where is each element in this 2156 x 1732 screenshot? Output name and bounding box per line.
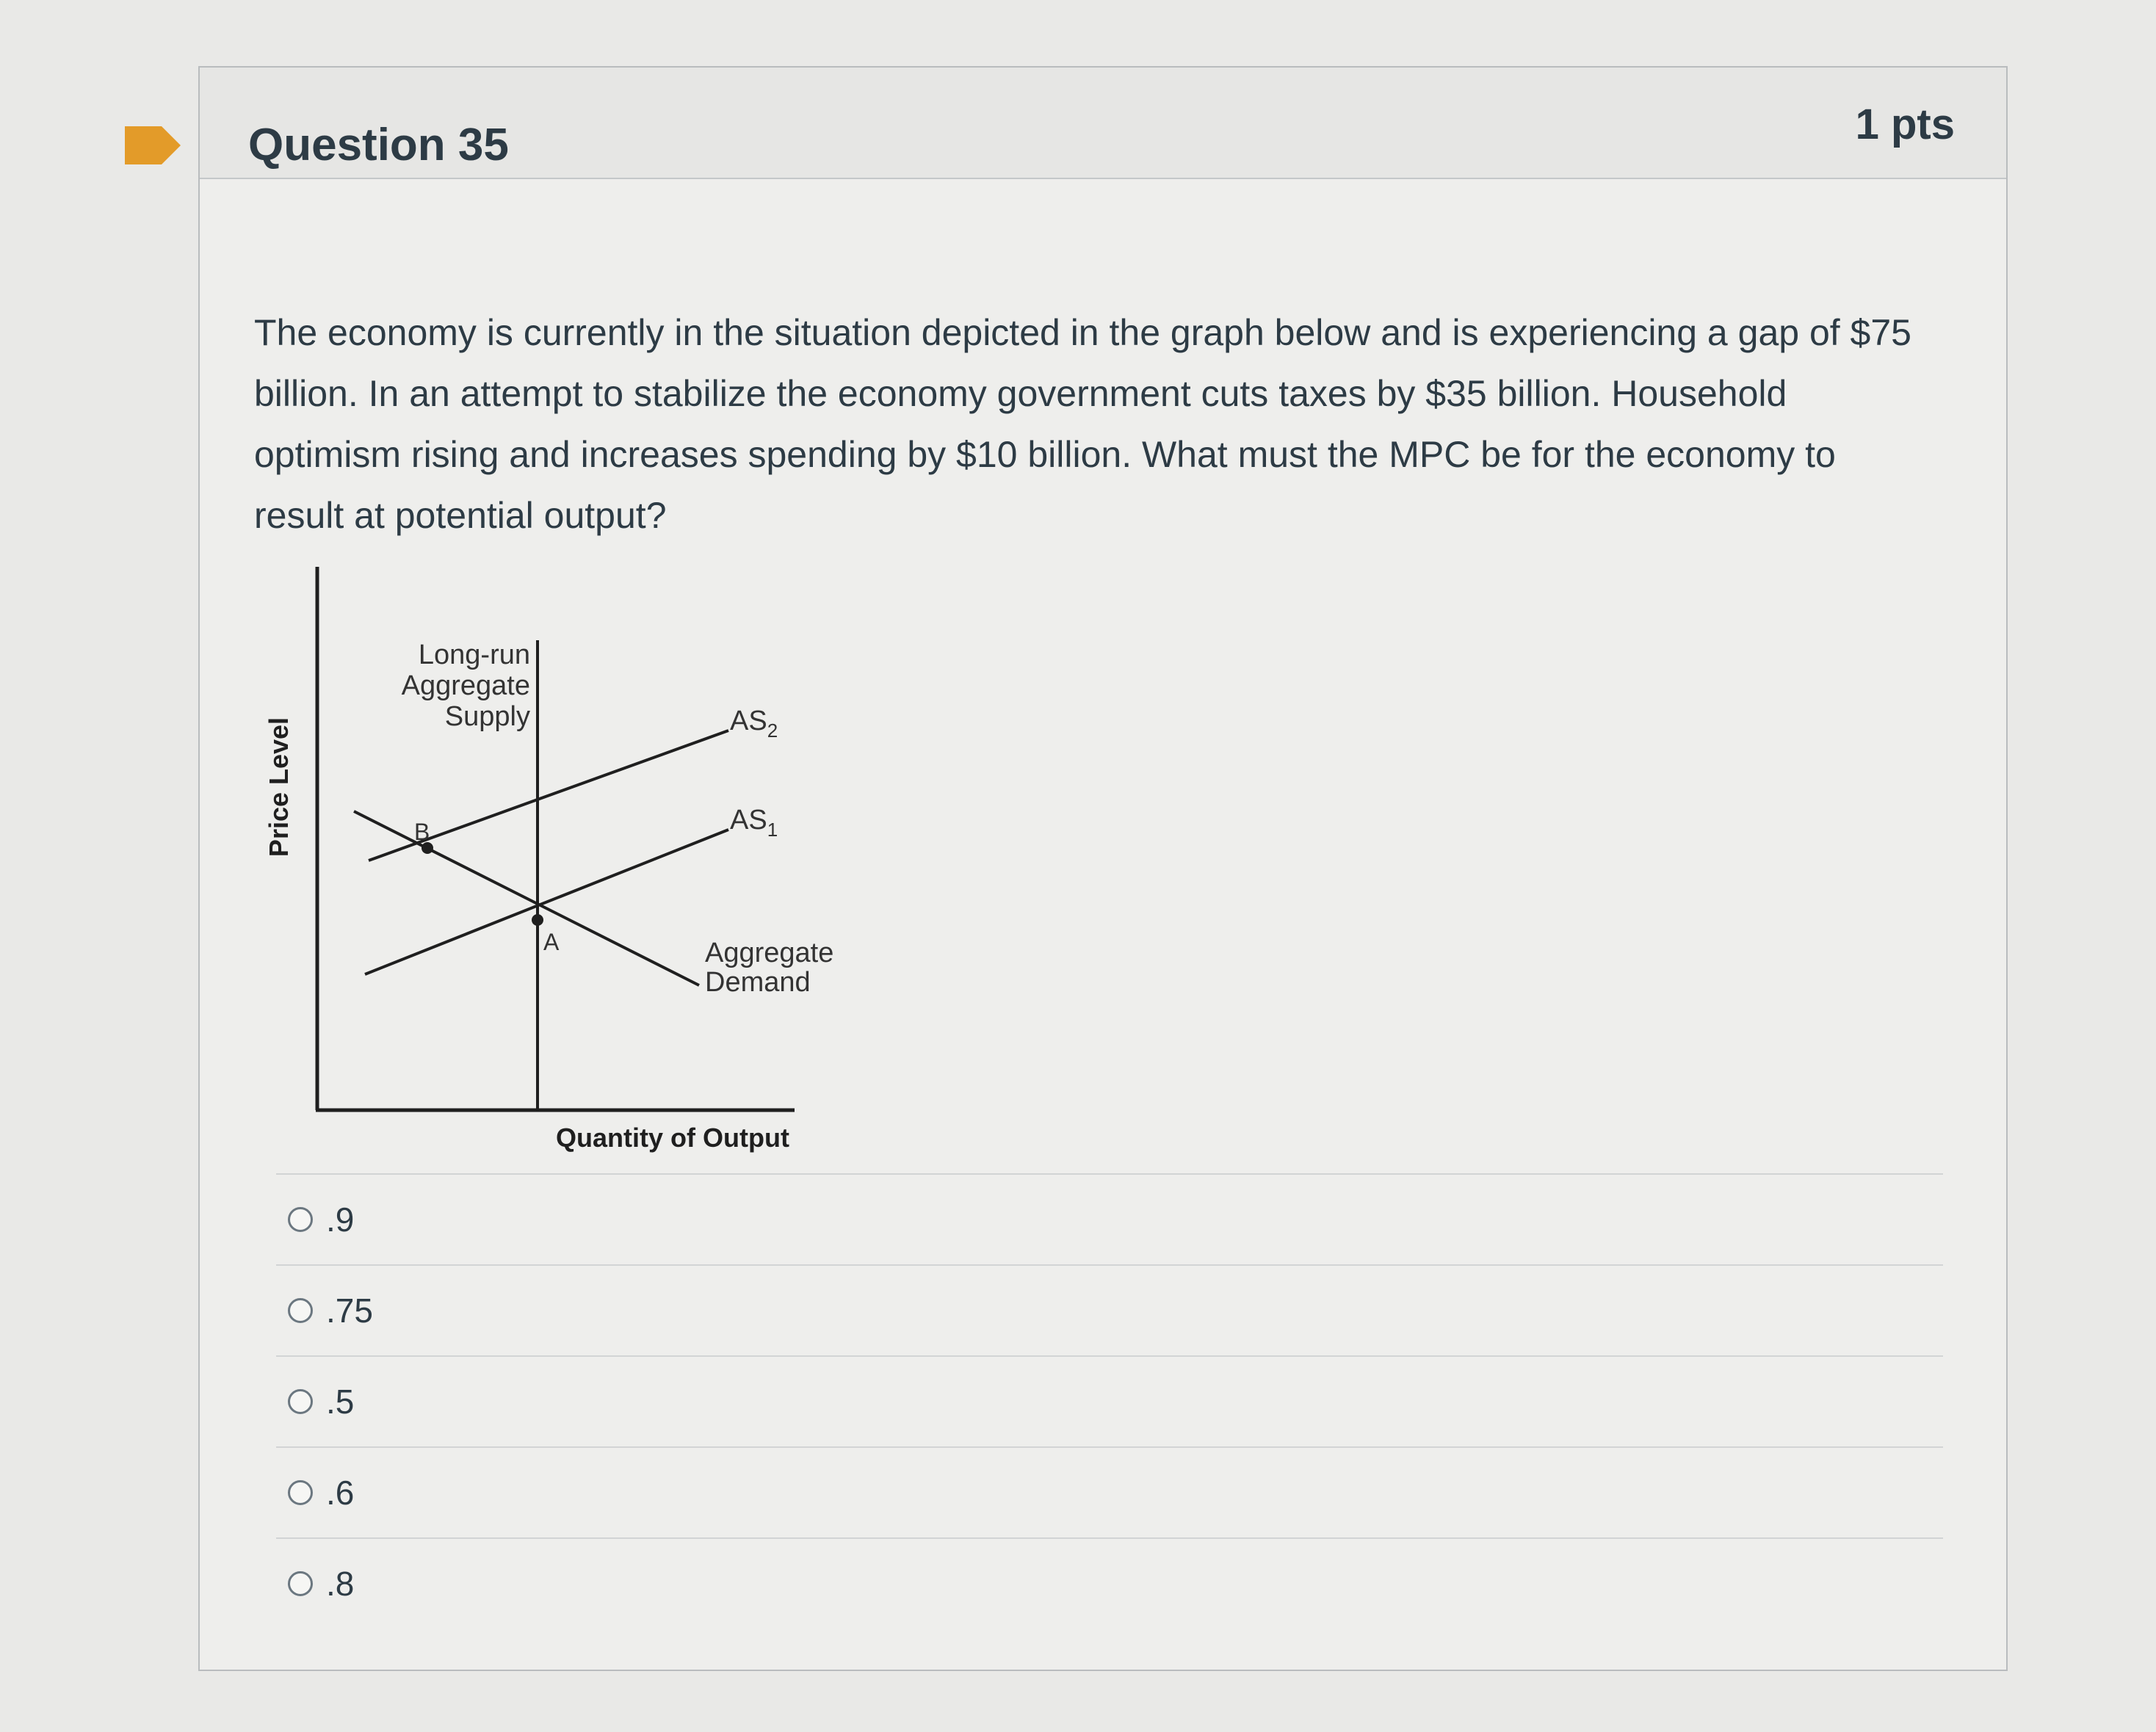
radio-button-icon[interactable] [288, 1571, 313, 1596]
y-axis-label: Price Level [264, 717, 294, 858]
radio-button-icon[interactable] [288, 1207, 313, 1232]
point-a-label: A [543, 929, 560, 955]
answer-label: .75 [326, 1291, 373, 1330]
lras-label-line1: Long-run [418, 639, 530, 670]
ad-as-graph [258, 567, 1066, 1173]
question-header [200, 68, 2006, 179]
radio-button-icon[interactable] [288, 1480, 313, 1505]
question-text: The economy is currently in the situation depicted in the graph below and is experiencing a gap of $75 billion. In an attempt to stabilize the economy government cuts taxes by $35 billion. Household optimism rising and increases spending by $10 billion. What must the MPC be for the economy to result at potential output? [254, 312, 1911, 536]
point-a-marker [532, 914, 543, 926]
ad-label-line1: Aggregate [705, 938, 834, 968]
answer-option[interactable] [276, 1173, 1943, 1264]
point-b-label: B [414, 819, 430, 845]
question-points: 1 pts [1855, 101, 1955, 148]
ad-label-line2: Demand [705, 967, 811, 998]
as2-label: $AS_2$ [730, 706, 778, 742]
answer-option[interactable] [276, 1355, 1943, 1446]
radio-button-icon[interactable] [288, 1298, 313, 1323]
question-card [198, 66, 2008, 1671]
radio-button-icon[interactable] [288, 1389, 313, 1414]
answer-label: .5 [326, 1383, 355, 1421]
answer-label: .9 [326, 1200, 355, 1239]
as1-label: $AS_1$ [730, 805, 778, 841]
answer-list [276, 1173, 1943, 1628]
answer-label: .8 [326, 1565, 355, 1603]
lras-label-line2: Aggregate [401, 670, 530, 701]
answer-option[interactable] [276, 1264, 1943, 1355]
question-title: Question 35 [248, 120, 509, 170]
x-axis-label: Quantity of Output [556, 1123, 789, 1153]
answer-label: .6 [326, 1474, 355, 1512]
lras-label-line3: Supply [444, 701, 530, 732]
answer-option[interactable] [276, 1446, 1943, 1537]
answer-option[interactable] [276, 1537, 1943, 1628]
